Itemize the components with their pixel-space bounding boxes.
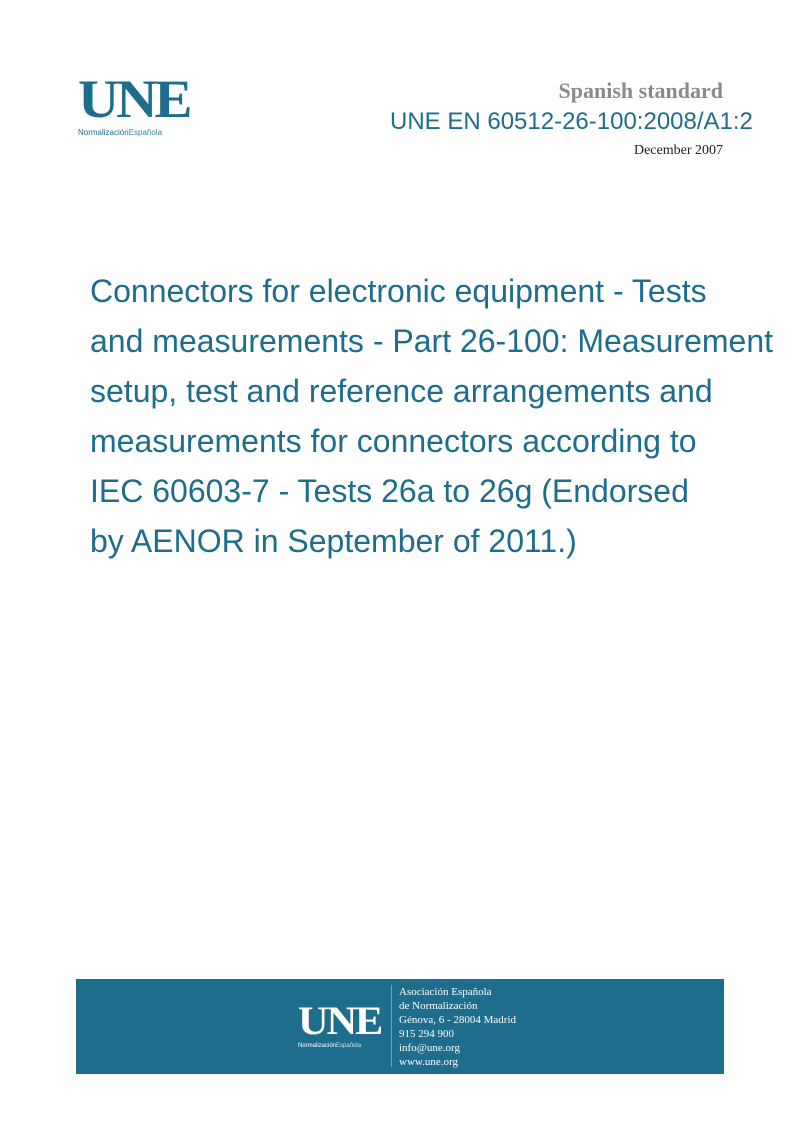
title-line: Connectors for electronic equipment - Tests — [90, 273, 707, 309]
footer-logo-tagline — [298, 1042, 388, 1050]
une-logo-tagline — [78, 128, 198, 138]
title-line: IEC 60603-7 - Tests 26a to 26g (Endorsed — [90, 473, 689, 509]
footer-logo-mark: UNE — [298, 998, 382, 1043]
footer-contact-info — [399, 985, 619, 1069]
une-logo-mark: UNE — [78, 69, 190, 129]
title-line: and measurements - Part 26-100: Measurement — [90, 323, 773, 359]
publication-date: December 2007 — [633, 143, 723, 158]
standard-code: UNE EN 60512-26-100:2008/A1:2 — [390, 108, 753, 135]
footer-divider — [391, 985, 392, 1067]
footer-band — [76, 979, 724, 1074]
footer-logo-tagline-part2: Española — [336, 1043, 362, 1049]
title-line: setup, test and reference arrangements and — [90, 373, 713, 409]
footer-address: Génova, 6 - 28004 Madrid — [399, 1014, 517, 1026]
logo-tagline-part2: Española — [128, 128, 163, 137]
logo-tagline-part1: Normalización — [78, 128, 129, 137]
standard-type: Spanish standard — [558, 78, 723, 103]
footer-org-name-line2: de Normalización — [399, 1000, 478, 1012]
footer-phone: 915 294 900 — [399, 1028, 454, 1040]
une-logo — [78, 69, 198, 144]
footer-logo-tagline-part1: Normalización — [298, 1043, 337, 1049]
footer-website: www.une.org — [399, 1056, 458, 1068]
title-line: by AENOR in September of 2011.) — [90, 523, 577, 559]
document-title — [90, 266, 790, 566]
footer-email: info@une.org — [399, 1042, 460, 1054]
footer-org-name-line1: Asociación Española — [399, 986, 492, 998]
footer-une-logo — [298, 998, 388, 1051]
title-line: measurements for connectors according to — [90, 423, 697, 459]
